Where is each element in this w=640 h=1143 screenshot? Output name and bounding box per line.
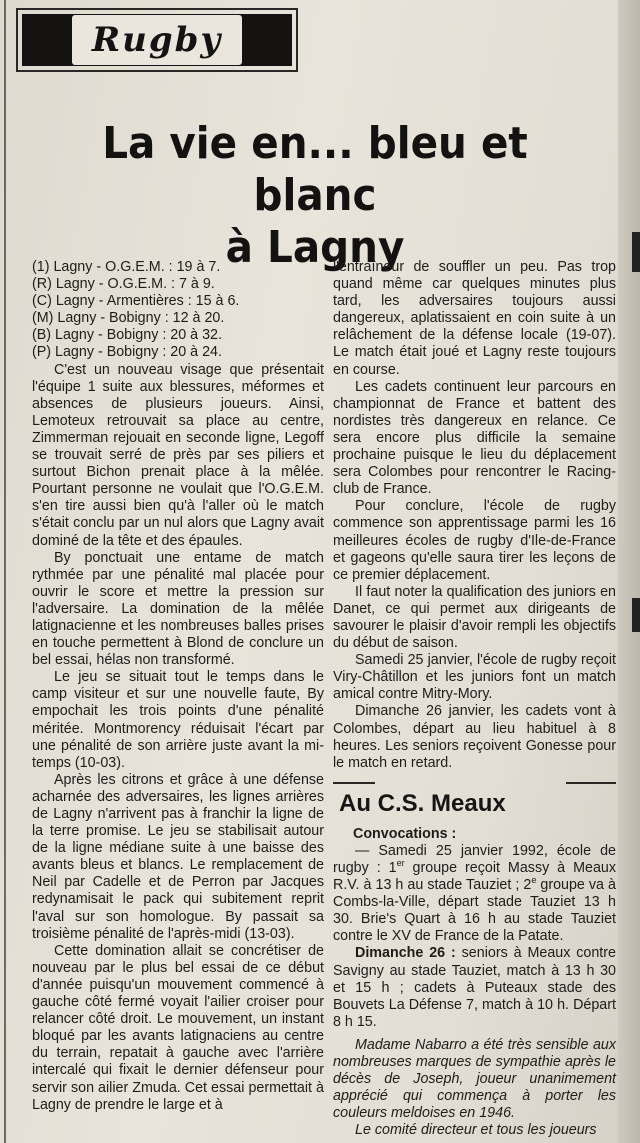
score-line: (M) Lagny - Bobigny : 12 à 20.: [32, 310, 225, 327]
article-paragraph: Pour conclure, l'école de rugby commence son apprentissage parmi les 16 meilleures écoles de rugby d'Ile-de-France et gageons qu'elle saura tirer les leçons de ce premier déplacement.: [333, 498, 616, 583]
section-banner: [16, 8, 298, 72]
article-column-right: [333, 259, 616, 1140]
article-paragraph: l'entraîneur de souffler un peu. Pas trop quand même car quelques minutes plus tard, les adversaires toujours aussi dangereux, aplatissaient en coin suite à un relâchement de la défense locale (19-07). Le match était joué et Lagny reste toujours en course.: [333, 259, 616, 378]
article-paragraph: Les cadets continuent leur parcours en championnat de France et battent des nordistes très dangereux en relance. Ce sera encore plus difficile la semaine prochaine puisque le lieu du déplacement sera Colombes pour rencontrer le Racing-club de France.: [333, 378, 616, 498]
convocations-label: Convocations :: [353, 825, 457, 842]
closing-fragment: Le comité directeur et tous les joueurs: [355, 1122, 597, 1139]
adjacent-column-mark: [632, 598, 640, 632]
article-paragraph: C'est un nouveau visage que présentait l'équipe 1 suite aux blessures, méformes et absences de plusieurs joueurs. Ainsi, Lemoteux retrouvait sa place au centre, Zimmerman rejouait en seconde ligne, Legoff se trouvait serré de près par ses piliers et surtout Bichon prenait place à la mêlée. Pourtant personne ne voulait que l'O.G.E.M. s'en tire aussi bien qu'à l'aller où le match s'était conclu par un nul alors que Lagny avait dominé de la tête et des épaules.: [32, 361, 324, 549]
article-paragraph: Le jeu se situait tout le temps dans le camp visiteur et sur une nouvelle faute, By empochait les trois points d'une pénalité méritée. Montmorency réduisait l'écart par une pénalité de son arrière juste avant la mi-temps (10-03).: [32, 669, 324, 771]
adjacent-page-edge: [618, 0, 640, 1143]
score-line: (P) Lagny - Bobigny : 20 à 24.: [32, 344, 222, 361]
section-divider: [333, 782, 616, 784]
ordinal-e: e: [531, 875, 537, 886]
sunday-label: Dimanche 26 :: [355, 945, 456, 962]
article-paragraph: Samedi 25 janvier, l'école de rugby reçoit Viry-Châtillon et les juniors font un match amical contre Mitry-Mory.: [333, 652, 616, 703]
score-line: (1) Lagny - O.G.E.M. : 19 à 7.: [32, 259, 221, 275]
article-paragraph: Dimanche 26 janvier, les cadets vont à Colombes, départ au lieu habituel à 8 heures. Les seniors reçoivent Gonesse pour le match en retard.: [333, 703, 616, 771]
left-margin-rule: [4, 0, 6, 1143]
saturday-text-3: groupe va à Combs-la-Ville, départ stade Tauziet 13 h 30. Brie's Quart à 16 h au stade Tauziet contre le XV de France de la Patate.: [333, 877, 616, 945]
article-paragraph: Cette domination allait se concrétiser de nouveau par le plus bel essai de ce début d'année puisqu'un mouvement commencé à gauche côté fermé voyait l'ailier croiser pour relancer côté droit. Le mouvement, un instant bloqué par les avants latignaciens au centre du terrain, repatait à gauche avec l'arrière intercalé qui fixait le dernier défenseur pour servir son ailier Zmuda. Cet essai permettait à Lagny de prendre le large et à: [32, 942, 324, 1113]
saturday-convocation: [333, 843, 616, 946]
divider-right: [566, 782, 616, 784]
article-headline: [34, 118, 595, 274]
saturday-text-2: groupe reçoit Massy à Meaux R.V. à 13 h au stade Tauziet ; 2: [333, 860, 616, 894]
tribute-paragraph: Madame Nabarro a été très sensible aux nombreuses marques de sympathie après le décès de Joseph, joueur unanimement apprécié qui commença à porter les couleurs meldoises en 1946.: [333, 1036, 616, 1122]
score-line: (R) Lagny - O.G.E.M. : 7 à 9.: [32, 276, 215, 293]
banner-background: [22, 14, 292, 66]
section-label: Rugby: [72, 15, 242, 65]
ordinal-er: er: [396, 858, 405, 869]
sunday-text: seniors à Meaux contre Savigny au stade Tauziet, match à 13 h 30 et 15 h ; cadets à Puteaux stade des Bouvets La Défense 7, match à 10 h. Départ 8 h 15.: [333, 945, 616, 1030]
headline-line-2: à Lagny: [225, 222, 405, 273]
score-line: (B) Lagny - Bobigny : 20 à 32.: [32, 327, 222, 344]
meaux-section-title: Au C.S. Meaux: [339, 789, 506, 817]
divider-left: [333, 782, 375, 784]
article-paragraph: By ponctuait une entame de match rythmée par une pénalité mal placée pour ouvrir le score et mettre la pression sur l'adversaire. La domination de la mêlée latignacienne et les nombreuses balles prises en touche permettent à Blond de conclure un bel essai, hélas non transformé.: [32, 549, 324, 669]
headline-line-1: La vie en... bleu et blanc: [102, 118, 528, 221]
adjacent-column-mark: [632, 232, 640, 272]
article-paragraph: Il faut noter la qualification des juniors en Danet, ce qui permet aux dirigeants de savourer le plaisir d'avoir rempli les objectifs du début de saison.: [333, 583, 616, 652]
article-column-left: [32, 259, 324, 1114]
article-paragraph: Après les citrons et grâce à une défense acharnée des adversaires, les lignes arrières de Lagny n'arrivent pas à franchir la ligne de la terre promise. Le jeu se stabilisait autour de la ligne médiane suite à une baisse des avants bleus et blancs. Le remplacement de Neil par Cadelle et de Perron par Jacques redynamisait le pack qui subitement reprit l'aval sur son homologue. By passait sa troisième pénalité de l'après-midi (13-03).: [32, 771, 324, 942]
score-line: (C) Lagny - Armentières : 15 à 6.: [32, 293, 240, 310]
saturday-text-1: — Samedi 25 janvier 1992, école de rugby : 1: [333, 842, 616, 876]
sunday-convocation: [333, 945, 616, 1030]
